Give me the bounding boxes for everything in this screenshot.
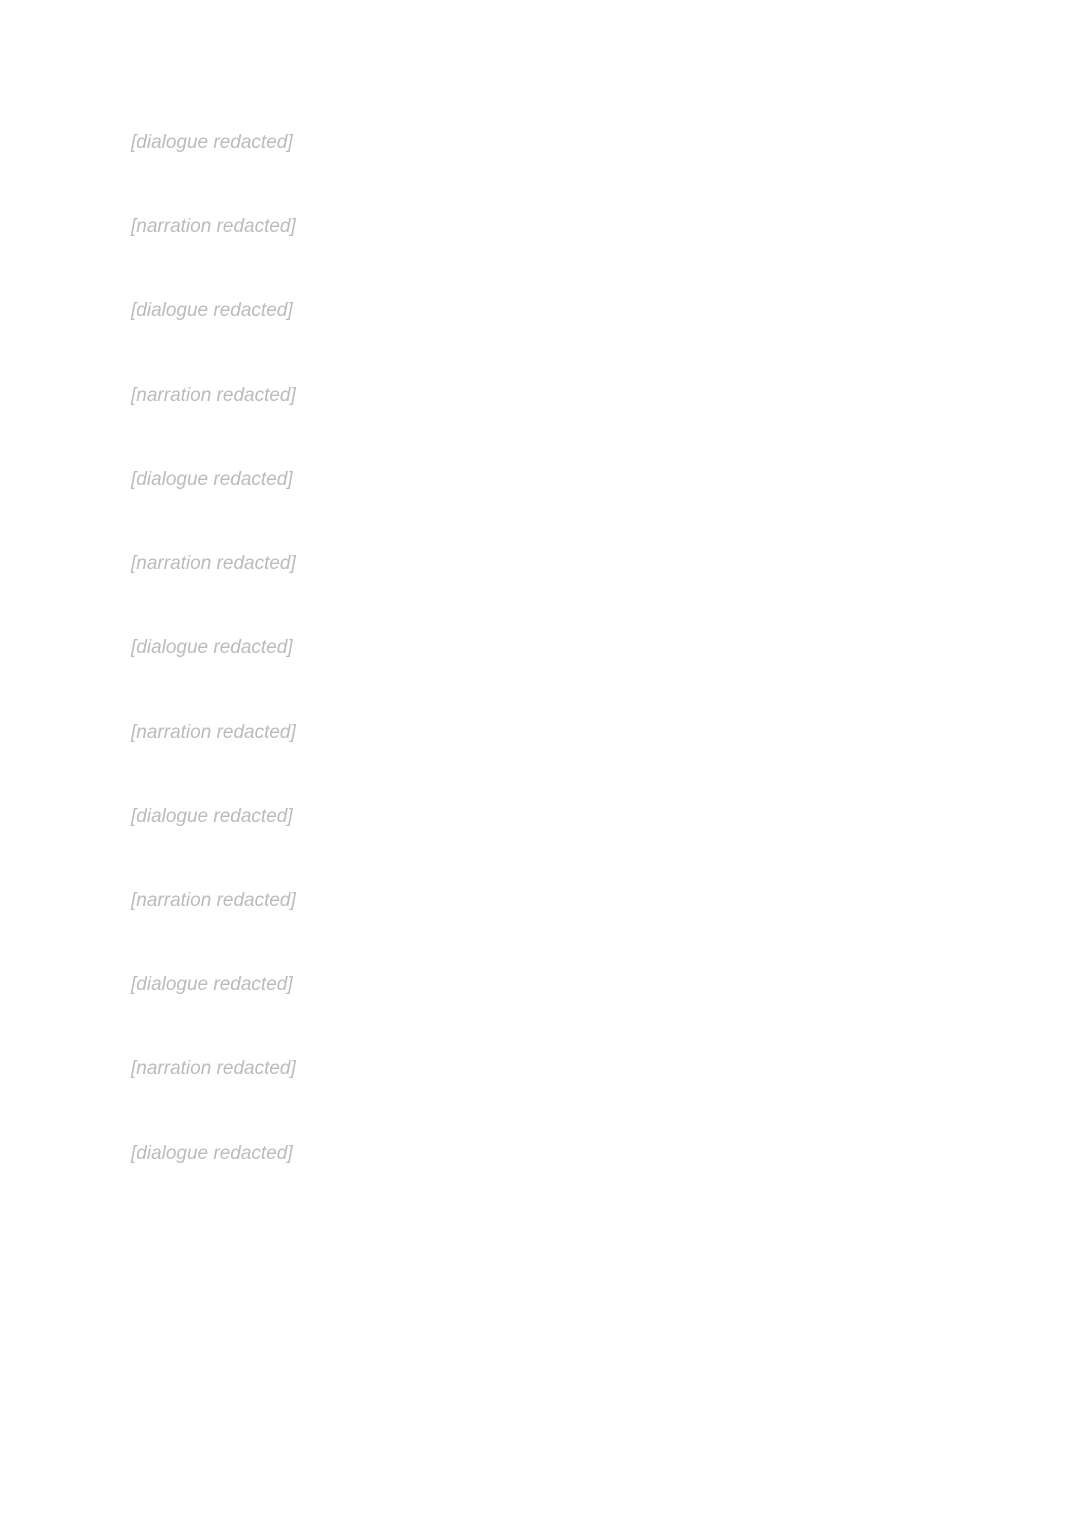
- narration-paragraph: [narration redacted]: [131, 553, 296, 575]
- narration-paragraph: [narration redacted]: [131, 1058, 296, 1080]
- dialogue-paragraph: [dialogue redacted]: [131, 1142, 293, 1164]
- dialogue-paragraph: [dialogue redacted]: [131, 300, 293, 322]
- dialogue-paragraph: [dialogue redacted]: [131, 974, 293, 996]
- dialogue-paragraph: [dialogue redacted]: [131, 637, 293, 659]
- dialogue-paragraph: [dialogue redacted]: [131, 132, 293, 153]
- narration-paragraph: [narration redacted]: [131, 889, 296, 911]
- dialogue-paragraph: [dialogue redacted]: [131, 468, 293, 490]
- dialogue-paragraph: [dialogue redacted]: [131, 805, 293, 827]
- narration-paragraph: [narration redacted]: [131, 384, 296, 406]
- narration-paragraph: [narration redacted]: [131, 216, 296, 238]
- narration-paragraph: [narration redacted]: [131, 721, 296, 743]
